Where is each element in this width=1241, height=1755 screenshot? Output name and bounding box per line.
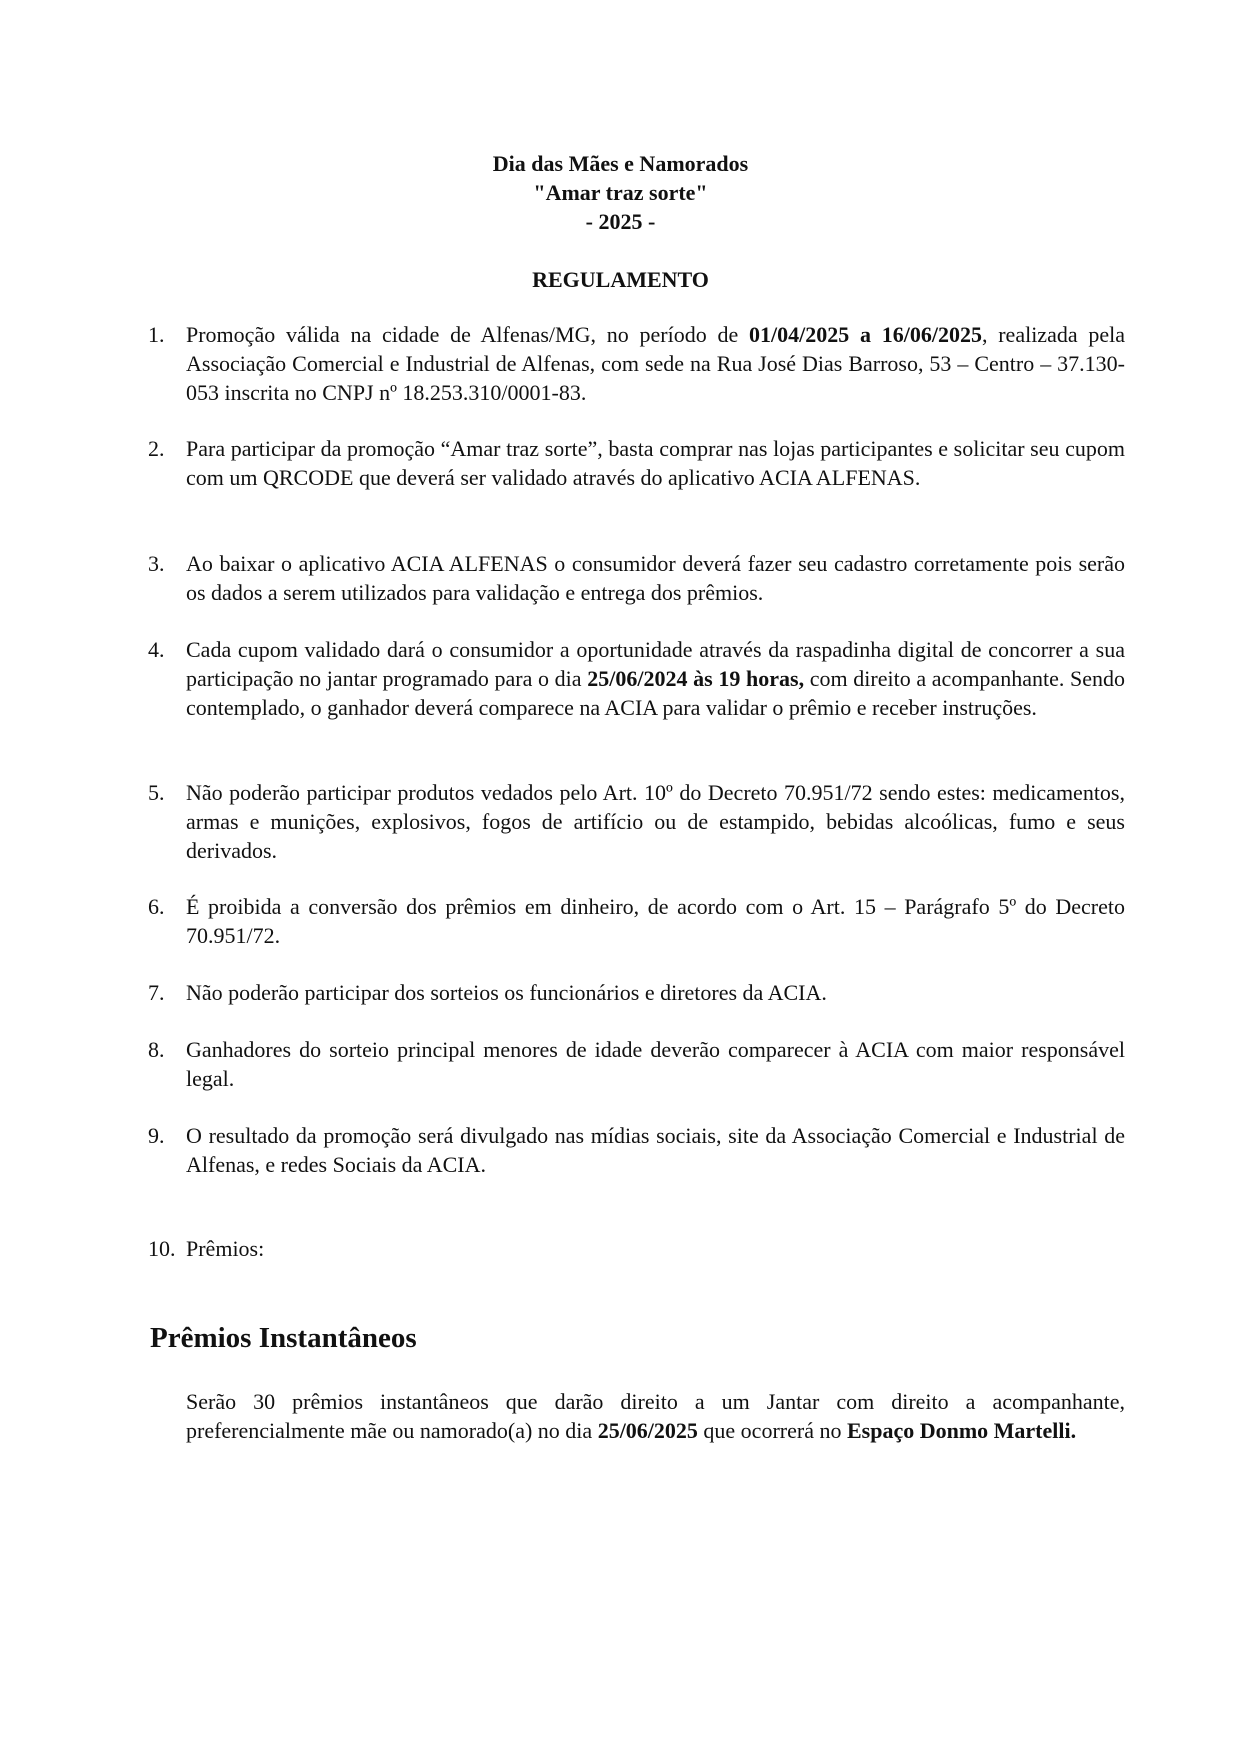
title-line-3: - 2025 - bbox=[585, 209, 656, 234]
rule-number: 7. bbox=[148, 980, 165, 1005]
text-run: É proibida a conversão dos prêmios em dinheiro, de acordo com o Art. 15 – Parágrafo 5º do Decreto 70.951/72. bbox=[186, 894, 1125, 948]
rule-number: 6. bbox=[148, 894, 165, 919]
text-run: Prêmios: bbox=[186, 1236, 265, 1261]
rule-number: 1. bbox=[148, 322, 165, 347]
text-run: Não poderão participar dos sorteios os funcionários e diretores da ACIA. bbox=[186, 980, 827, 1005]
text-run: que ocorrerá no bbox=[697, 1418, 847, 1443]
rule-text bbox=[186, 892, 1125, 950]
prizes-text bbox=[186, 1387, 1125, 1445]
text-run: Cada cupom validado dará o consumidor a oportunidade através da raspadinha digital de concorrer a sua participação no jantar programado para o dia bbox=[186, 637, 1125, 691]
text-run: Promoção válida na cidade de Alfenas/MG, no período de bbox=[186, 322, 749, 347]
title-line-1: Dia das Mães e Namorados bbox=[492, 151, 749, 176]
rule-text bbox=[186, 978, 1125, 1007]
text-run: Não poderão participar produtos vedados pelo Art. 10º do Decreto 70.951/72 sendo estes: medicamentos, armas e munições, explosivos, fogos de artifício ou de estampido, bebidas alcoólicas, fumo e seus derivados. bbox=[186, 780, 1125, 863]
rule-number: 5. bbox=[148, 780, 165, 805]
title-line-2: "Amar traz sorte" bbox=[533, 180, 708, 205]
rule-text bbox=[186, 434, 1125, 492]
rule-text bbox=[186, 778, 1125, 865]
rule-text bbox=[186, 1234, 1125, 1263]
rule-text bbox=[186, 320, 1125, 407]
rule-number: 9. bbox=[148, 1123, 165, 1148]
text-run: , realizada pela Associação Comercial e Industrial de Alfenas, com sede na Rua José Dias Barroso, 53 – Centro – 37.130-053 inscrita no CNPJ nº 18.253.310/0001-83. bbox=[186, 322, 1126, 405]
prizes-title: Prêmios Instantâneos bbox=[150, 1322, 417, 1354]
text-run: Ao baixar o aplicativo ACIA ALFENAS o consumidor deverá fazer seu cadastro corretamente pois serão os dados a serem utilizados para validação e entrega dos prêmios. bbox=[186, 551, 1125, 605]
document-title bbox=[0, 149, 1241, 236]
section-heading: REGULAMENTO bbox=[532, 267, 709, 292]
rule-number: 4. bbox=[148, 637, 165, 662]
text-run: Ganhadores do sorteio principal menores de idade deverão comparecer à ACIA com maior responsável legal. bbox=[186, 1037, 1125, 1091]
emphasized-text: 25/06/2024 às 19 horas, bbox=[587, 666, 805, 691]
text-run: Serão 30 prêmios instantâneos que darão direito a um Jantar com direito a acompanhante, preferencialmente mãe ou namorado(a) no dia bbox=[186, 1389, 1125, 1443]
rule-number: 8. bbox=[148, 1037, 165, 1062]
rule-number: 3. bbox=[148, 551, 165, 576]
emphasized-text: 01/04/2025 a 16/06/2025 bbox=[748, 322, 982, 347]
emphasized-text: Espaço Donmo Martelli. bbox=[846, 1418, 1077, 1443]
rule-text bbox=[186, 635, 1125, 722]
rule-number: 10. bbox=[148, 1236, 176, 1261]
rule-text bbox=[186, 1121, 1125, 1179]
text-run: com direito a acompanhante. Sendo contemplado, o ganhador deverá comparece na ACIA para validar o prêmio e receber instruções. bbox=[186, 666, 1126, 720]
rule-number: 2. bbox=[148, 436, 165, 461]
text-run: O resultado da promoção será divulgado nas mídias sociais, site da Associação Comercial e Industrial de Alfenas, e redes Sociais da ACIA. bbox=[186, 1123, 1125, 1177]
rule-text bbox=[186, 1035, 1125, 1093]
rule-text bbox=[186, 549, 1125, 607]
text-run: Para participar da promoção “Amar traz sorte”, basta comprar nas lojas participantes e solicitar seu cupom com um QRCODE que deverá ser validado através do aplicativo ACIA ALFENAS. bbox=[186, 436, 1125, 490]
emphasized-text: 25/06/2025 bbox=[597, 1418, 698, 1443]
